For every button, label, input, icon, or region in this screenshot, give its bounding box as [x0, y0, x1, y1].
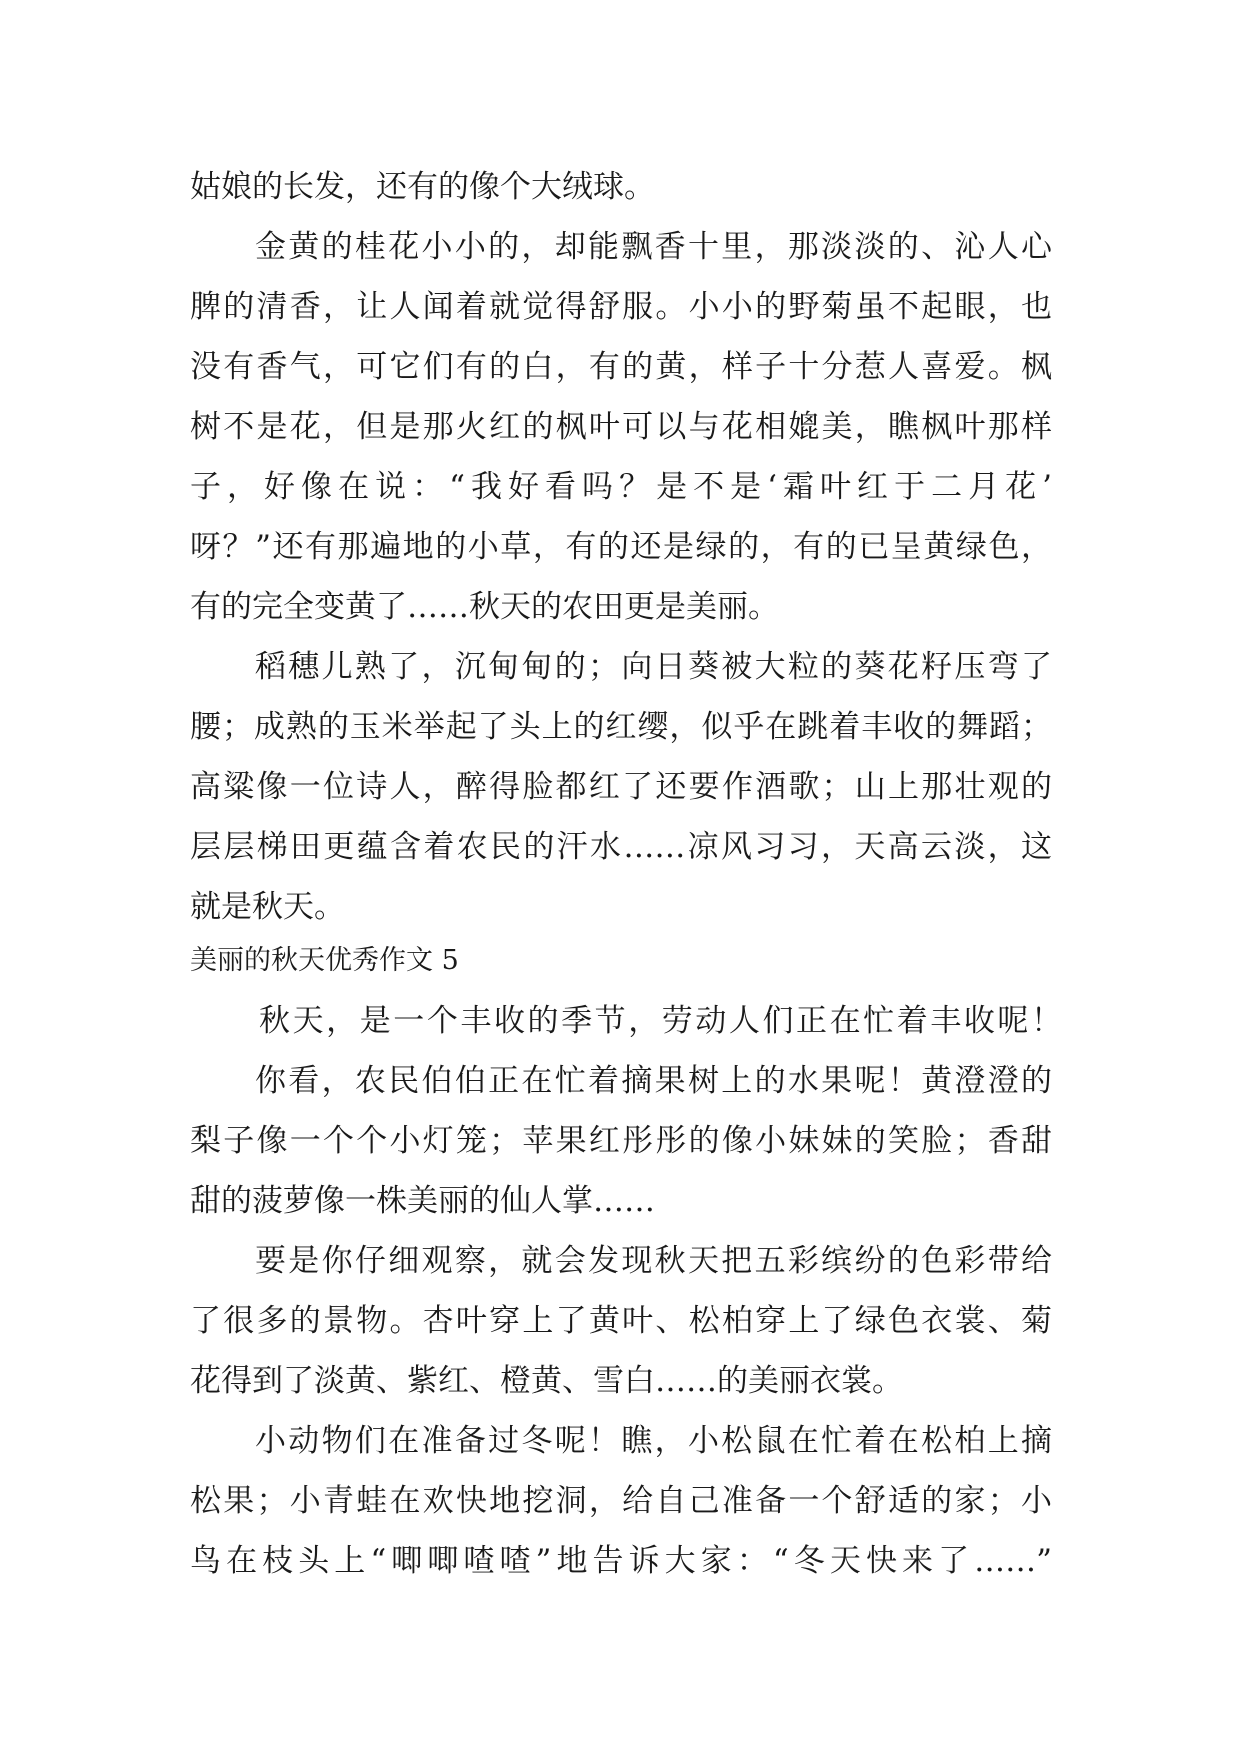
paragraph-line: 高粱像一位诗人，醉得脸都红了还要作酒歌；山上那壮观的 — [190, 769, 1052, 805]
paragraph-line: 梨子像一个个小灯笼；苹果红彤彤的像小妹妹的笑脸；香甜 — [190, 1123, 1052, 1159]
paragraph-line: 稻穗儿熟了，沉甸甸的；向日葵被大粒的葵花籽压弯了 — [255, 649, 1052, 685]
paragraph-line: 脾的清香，让人闻着就觉得舒服。小小的野菊虽不起眼，也 — [190, 289, 1052, 325]
paragraph-line: 腰；成熟的玉米举起了头上的红缨，似乎在跳着丰收的舞蹈； — [190, 709, 1052, 745]
paragraph-line: 鸟在枝头上“唧唧喳喳”地告诉大家：“冬天快来了……” — [190, 1543, 1052, 1579]
paragraph-line: 姑娘的长发，还有的像个大绒球。 — [190, 169, 655, 205]
paragraph-line: 秋天，是一个丰收的季节，劳动人们正在忙着丰收呢！ — [259, 1003, 1062, 1039]
paragraph-line: 呀？”还有那遍地的小草，有的还是绿的，有的已呈黄绿色， — [190, 529, 1052, 565]
paragraph-line: 小动物们在准备过冬呢！瞧，小松鼠在忙着在松柏上摘 — [255, 1423, 1052, 1459]
paragraph-line: 了很多的景物。杏叶穿上了黄叶、松柏穿上了绿色衣裳、菊 — [190, 1303, 1052, 1339]
paragraph-line: 子，好像在说：“我好看吗？是不是‘霜叶红于二月花’ — [190, 469, 1052, 505]
paragraph-line: 金黄的桂花小小的，却能飘香十里，那淡淡的、沁人心 — [255, 229, 1052, 265]
paragraph-line: 有的完全变黄了……秋天的农田更是美丽。 — [190, 589, 779, 625]
paragraph-line: 没有香气，可它们有的白，有的黄，样子十分惹人喜爱。枫 — [190, 349, 1052, 385]
paragraph-line: 花得到了淡黄、紫红、橙黄、雪白……的美丽衣裳。 — [190, 1363, 903, 1399]
paragraph-line: 甜的菠萝像一株美丽的仙人掌…… — [190, 1183, 655, 1219]
section-heading: 美丽的秋天优秀作文 5 — [190, 945, 459, 976]
paragraph-line: 松果；小青蛙在欢快地挖洞，给自己准备一个舒适的家；小 — [190, 1483, 1052, 1519]
paragraph-line: 树不是花，但是那火红的枫叶可以与花相媲美，瞧枫叶那样 — [190, 409, 1052, 445]
paragraph-line: 层层梯田更蕴含着农民的汗水……凉风习习，天高云淡，这 — [190, 829, 1052, 865]
paragraph-line: 要是你仔细观察，就会发现秋天把五彩缤纷的色彩带给 — [255, 1243, 1052, 1279]
paragraph-line: 就是秋天。 — [190, 889, 345, 925]
paragraph-line: 你看，农民伯伯正在忙着摘果树上的水果呢！黄澄澄的 — [255, 1063, 1052, 1099]
